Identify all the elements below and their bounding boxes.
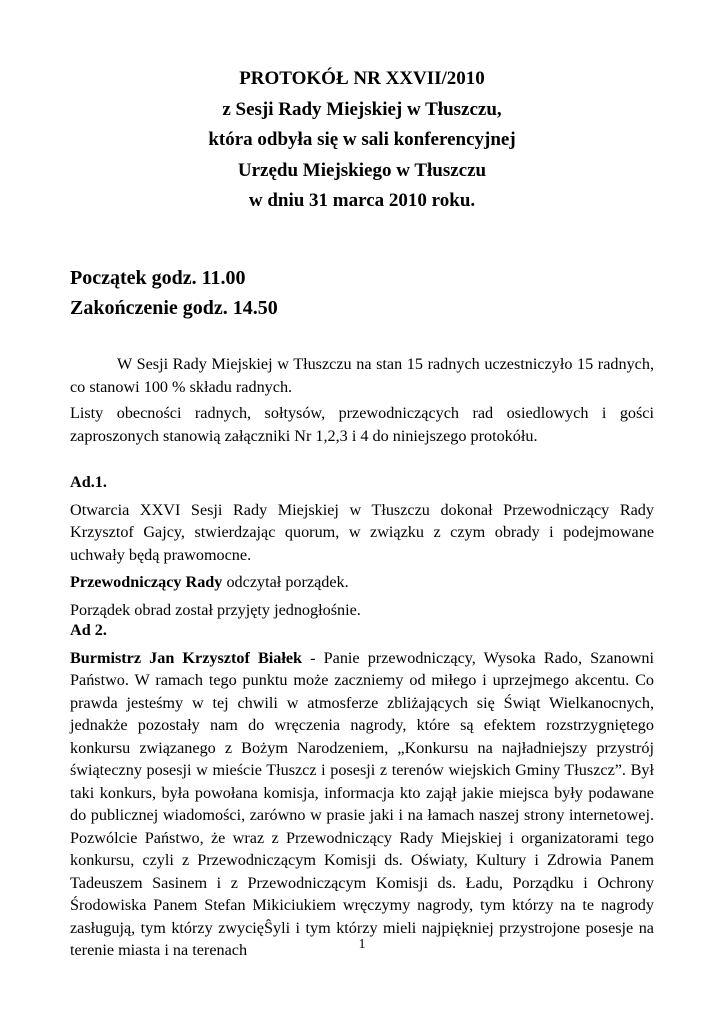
agenda-accepted-paragraph: Porządek obrad został przyjęty jednogłośnie. [70,600,361,619]
session-times [70,263,278,323]
document-title [70,64,654,217]
agenda-item-2 [70,619,654,962]
opening-paragraph: Otwarcia XXVI Sesji Rady Miejskiej w Tłuszczu dokonał Przewodniczący Rady Krzysztof Gajcy, stwierdzając quorum, w związku z czym obrady i podejmowane uchwały będą prawomocne. [70,500,654,564]
title-line-date: w dniu 31 marca 2010 roku. [248,190,476,211]
end-time: Zakończenie godz. 14.50 [70,297,278,319]
attachments-paragraph: Listy obecności radnych, sołtysów, przewodniczących rad osiedlowych i gości zaproszonych stanowią załączniki Nr 1,2,3 i 4 do niniejszego protokółu. [70,404,654,445]
title-line-venue: która odbyła się w sali konferencyjnej [208,129,516,150]
mayor-speaker: Burmistrz Jan Krzysztof Białek [70,648,303,667]
title-line-office: Urzędu Miejskiego w Tłuszczu [237,159,487,181]
intro-section [70,353,654,447]
agenda-item-1 [70,471,654,621]
ad2-heading: Ad 2. [70,621,107,639]
attendance-paragraph: W Sesji Rady Miejskiej w Tłuszczu na stan 15 radnych uczestniczyło 15 radnych, co stanowi 100 % składu radnych. [70,355,654,396]
page-number: 1 [358,937,366,952]
mayor-speech-text: - Panie przewodniczący, Wysoka Rado, Szanowni Państwo. W ramach tego punktu może zaczniemy od miłego i uprzejmego akcentu. Co prawda jesteśmy w tej chwili w atmosferze zbliżających się Świąt Wielkanocnych, jednakże pozostały nam do wręczenia nagrody, które są efektem rozstrzygniętego konkursu związanego z Bożym Narodzeniem, „Konkursu na najładniejszy przystrój świąteczny posesji w mieście Tłuszcz i posesji z terenów wiejskich Gminy Tłuszcz”. Był taki konkurs, była powołana komisja, informacja kto zajął jakie miejsca były podawane do publicznej wiadomości, zarówno w prasie jaki i na łamach naszej strony internetowej. Pozwólcie Państwo, że wraz z Przewodniczący Rady Miejskiej i organizatorami tego konkursu, czyli z Przewodniczącym Komisji ds. Oświaty, Kultury i Zdrowia Panem Tadeuszem Sasinem i z Przewodniczącym Komisji ds. Ładu, Porządku i Ochrony Środowiska Panem Stefan Mikiciukiem wręczymy nagrody, tym którzy na te nagrody zasługują, tym którzy zwycięŜyli i tym którzy mieli najpiękniej przystrojone posesje na terenie miasta i na terenach [70,648,655,959]
start-time: Początek godz. 11.00 [70,267,246,289]
agenda-speaker: Przewodniczący Rady [70,573,223,591]
agenda-read-paragraph [70,571,654,594]
ad1-heading: Ad.1. [70,473,107,491]
agenda-read-text: odczytał porządek. [222,573,349,591]
title-line-session: z Sesji Rady Miejskiej w Tłuszczu, [222,98,502,120]
mayor-speech-paragraph [70,647,654,962]
title-line-protocol-number: PROTOKÓŁ NR XXVII/2010 [239,68,485,89]
